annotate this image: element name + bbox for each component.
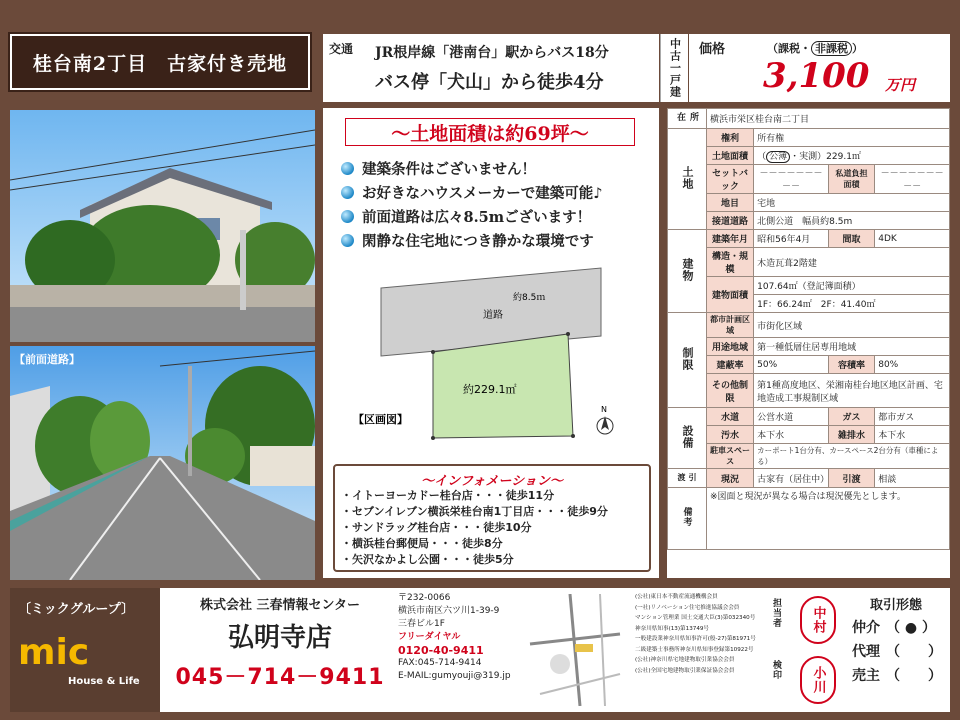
- zone-label: 用途地域: [707, 338, 754, 356]
- land-section: 土地: [668, 129, 707, 230]
- deal-row: 売主 （ ）: [852, 668, 942, 684]
- floor-label: 建物面積: [707, 277, 754, 313]
- road-photo: [10, 346, 315, 580]
- city-value: 市街化区域: [754, 313, 950, 338]
- area-value: （ 公簿 ・実測）229.1㎡: [754, 147, 950, 165]
- price-value: 3,100: [763, 56, 870, 96]
- section-label: 【区画図】: [353, 413, 408, 426]
- bcr-label: 建蔽率: [707, 356, 754, 374]
- status-label: 現況: [707, 469, 754, 488]
- person-label: 担当者: [771, 598, 781, 628]
- layout-value: 4DK: [875, 230, 950, 248]
- bullet-icon: [341, 234, 354, 247]
- access-train: JR根岸線「港南台」駅からバス18分: [375, 45, 609, 61]
- check-label: 検印: [771, 660, 781, 680]
- listing-title: 桂台南2丁目 古家付き売地: [10, 34, 310, 90]
- road-width: 約8.5ｍ: [513, 293, 546, 303]
- person-stamp: 中村: [800, 596, 836, 644]
- category-label: 中古一戸建: [668, 38, 682, 98]
- feature-item: 建築条件はございません！: [341, 156, 603, 180]
- footer: [10, 588, 950, 712]
- feature-item: 前面道路は広々8.5mございます！: [341, 204, 603, 228]
- deal-title: 取引形態: [869, 598, 922, 613]
- company-info: [170, 594, 390, 691]
- struct-value: 木造瓦葺2階建: [754, 248, 950, 277]
- company-logo-box: [10, 588, 160, 712]
- area-label: 土地面積: [707, 147, 754, 165]
- bullet-icon: [341, 186, 354, 199]
- feature-list: [341, 156, 603, 252]
- building-section: 建物: [668, 230, 707, 313]
- floor-breakdown: 1F：66.24㎡ 2F：41.40㎡: [754, 295, 950, 313]
- logo-text: mic: [18, 632, 90, 673]
- setback-label: セットバック: [707, 165, 754, 194]
- deal-row: 代理 （ ）: [852, 644, 942, 660]
- private-road-value: －－－－－－－－－: [875, 165, 950, 194]
- location-section: 所在: [668, 109, 707, 129]
- info-item: ・矢沢なかよし公園・・・徒歩5分: [341, 553, 514, 566]
- store-marker: [575, 644, 593, 652]
- bcr-value: 50%: [754, 356, 829, 374]
- gas-label: ガス: [828, 408, 874, 426]
- limit-section: 制限: [668, 313, 707, 408]
- association-list: (公社)東日本不動産流通機構会員 (一社)リノベーション住宅推進協議会会員 マンション管理業 国土交通大臣(3)第032340号 神奈川県知事(13)第13749号 一般建設業神奈川県知事許可(般-27)第81971号 二級建築士事務所神奈川県知事登録第10922号 (公社)神奈川県宅地建物取引業協会会員 (公社)全国宅地建物取引業保証協会会員: [635, 594, 756, 674]
- phone-number[interactable]: 045－714－9411: [175, 665, 385, 690]
- bullet-icon: [341, 162, 354, 175]
- spec-panel: [667, 108, 950, 578]
- water-value: 公営水道: [754, 408, 829, 426]
- main-content: [323, 108, 659, 578]
- logo-subtitle: House & Life: [68, 676, 140, 687]
- feature-item: 閑静な住宅地につき静かな環境です: [341, 228, 603, 252]
- layout-label: 間取: [828, 230, 874, 248]
- landcat-value: 宅地: [754, 194, 950, 212]
- price-label: 価格: [699, 42, 726, 57]
- delivery-value: 相談: [875, 469, 950, 488]
- rights-label: 権利: [707, 129, 754, 147]
- email-address[interactable]: E-MAIL:gumyouji@319.jp: [398, 671, 511, 681]
- private-road-label: 私道負担面積: [828, 165, 874, 194]
- parking-value: カーポート1台分有、カースペース2台分有（車種による）: [754, 444, 950, 469]
- spec-table: [667, 108, 950, 550]
- floor-total: 107.64㎡（登記簿面積）: [754, 277, 950, 295]
- facility-section: 設備: [668, 408, 707, 469]
- free-dial-number[interactable]: 0120-40-9411: [398, 644, 484, 657]
- setback-value: －－－－－－－－－: [754, 165, 829, 194]
- handover-section: 引渡: [668, 469, 707, 488]
- access-bus: バス停「犬山」から徒歩4分: [375, 72, 604, 93]
- far-label: 容積率: [828, 356, 874, 374]
- info-list: [341, 488, 608, 568]
- exterior-photo: [10, 110, 315, 342]
- information-box: [333, 464, 651, 572]
- other-label: その他制限: [707, 374, 754, 408]
- category-box: [660, 34, 688, 102]
- access-box: [323, 34, 659, 102]
- price-box: [689, 34, 950, 102]
- sewage-value: 本下水: [754, 426, 829, 444]
- landcat-label: 地目: [707, 194, 754, 212]
- deal-type-box: [842, 588, 950, 712]
- drain-label: 雑排水: [828, 426, 874, 444]
- zip-code: 〒232-0066: [398, 593, 451, 603]
- city-label: 都市計画区域: [707, 313, 754, 338]
- info-item: ・セブンイレブン横浜栄桂台南1丁目店・・・徒歩9分: [341, 505, 608, 518]
- north-arrow-icon: [597, 405, 613, 434]
- bullet-icon: [341, 210, 354, 223]
- location-value: 横浜市栄区桂台南二丁目: [707, 109, 950, 129]
- deal-row: 仲介 （ ● ）: [852, 620, 936, 636]
- zone-value: 第一種低層住居専用地域: [754, 338, 950, 356]
- other-value: 第1種高度地区、栄湘南桂台地区地区計画、宅地造成工事規制区域: [754, 374, 950, 408]
- location-map: [520, 594, 630, 706]
- road-photo-label: 【前面道路】: [14, 353, 80, 366]
- branch-name: 弘明寺店: [227, 623, 332, 653]
- water-label: 水道: [707, 408, 754, 426]
- check-stamp: 小川: [800, 656, 836, 704]
- free-dial-label: フリーダイヤル: [398, 632, 461, 642]
- lot-plan-diagram: [353, 248, 623, 448]
- company-name: 株式会社 三春情報センター: [199, 598, 360, 613]
- road-label: 道路: [483, 310, 503, 321]
- land-area-headline: ～土地面積は約69坪～: [345, 118, 635, 146]
- drain-value: 本下水: [875, 426, 950, 444]
- built-label: 建築年月: [707, 230, 754, 248]
- lot-area-label: 約229.1㎡: [463, 383, 517, 396]
- svg-text:N: N: [601, 405, 607, 414]
- tax-status: （課税・ 非課税 ）: [767, 42, 863, 55]
- parking-label: 駐車スペース: [707, 444, 754, 469]
- price-unit: 万円: [885, 76, 916, 94]
- address-block: [398, 592, 511, 683]
- address-line1: 横浜市南区六ツ川1-39-9: [398, 606, 500, 616]
- nontax-circle: 非課税: [811, 41, 852, 56]
- far-value: 80%: [875, 356, 950, 374]
- info-item: ・サンドラッグ桂台店・・・徒歩10分: [341, 521, 532, 534]
- struct-label: 構造・規模: [707, 248, 754, 277]
- address-line2: 三春ビル1F: [398, 619, 445, 629]
- access-road-value: 北側公道 幅員約8.5m: [754, 212, 950, 230]
- sewage-label: 汚水: [707, 426, 754, 444]
- fax-number: FAX:045-714-9414: [398, 658, 482, 668]
- feature-item: お好きなハウスメーカーで建築可能♪: [341, 180, 603, 204]
- remarks-section: 備考: [668, 488, 707, 550]
- status-value: 古家有（居住中）: [754, 469, 829, 488]
- remarks-value: ※図面と現況が異なる場合は現況優先とします。: [707, 488, 950, 550]
- delivery-label: 引渡: [828, 469, 874, 488]
- access-label: 交通: [329, 42, 354, 56]
- info-item: ・イトーヨーカドー桂台店・・・徒歩11分: [341, 489, 555, 502]
- info-title: ～インフォメーション～: [421, 474, 563, 489]
- info-item: ・横浜桂台郵便局・・・徒歩8分: [341, 537, 503, 550]
- rights-value: 所有権: [754, 129, 950, 147]
- group-label: 〔ミックグループ〕: [18, 602, 135, 617]
- mic-logo: [18, 632, 89, 673]
- built-value: 昭和56年4月: [754, 230, 829, 248]
- gas-value: 都市ガス: [875, 408, 950, 426]
- access-road-label: 接道道路: [707, 212, 754, 230]
